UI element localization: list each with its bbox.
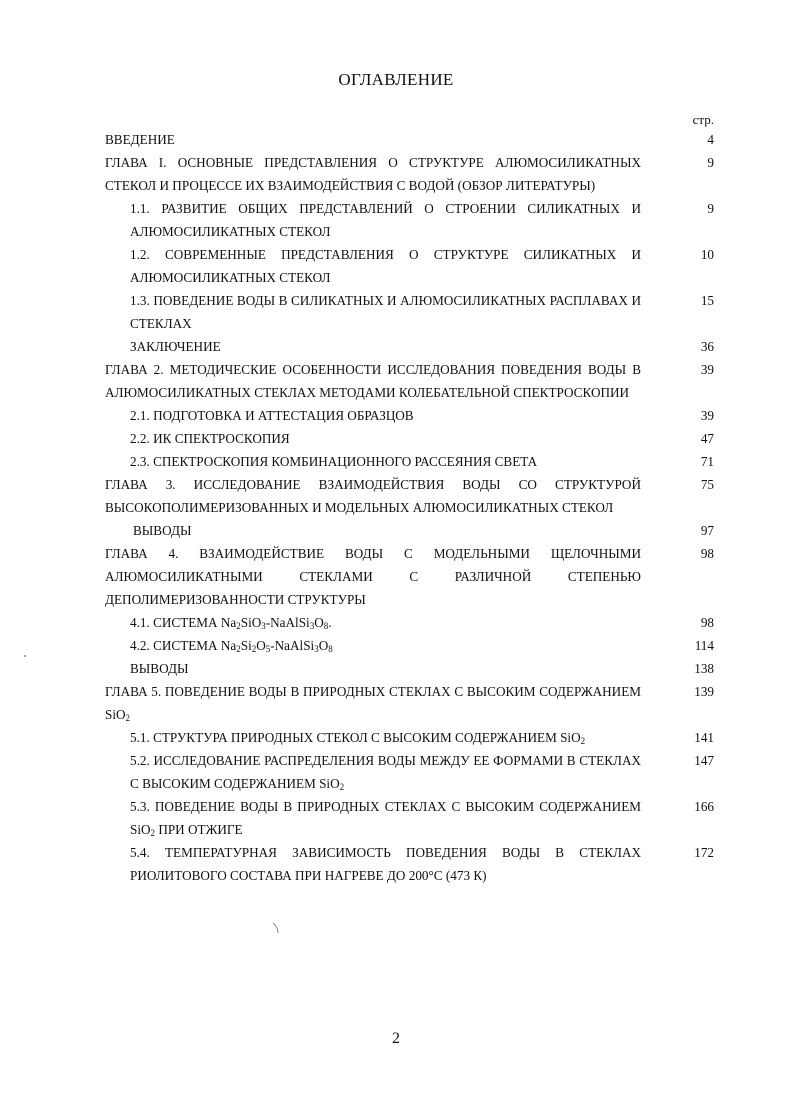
toc-entry-title: 4.2. СИСТЕМА $Na_2Si_2O_5-NaAlSi_3O_8$ [130,638,333,654]
formula-subscript: 2 [236,621,241,631]
toc-entry-page: 9 [707,155,714,170]
toc-entry-title: ГЛАВА 2. МЕТОДИЧЕСКИЕ ОСОБЕННОСТИ ИССЛЕДОВАНИЯ ПОВЕДЕНИЯ ВОДЫ В АЛЮМОСИЛИКАТНЫХ СТЕКЛАХ МЕТОДАМИ КОЛЕБАТЕЛЬНОЙ СПЕКТРОСКОПИИ [105,362,641,400]
page-title: ОГЛАВЛЕНИЕ [338,70,454,89]
toc-entry-page: 141 [694,730,714,745]
toc-entry-section-5-1 [105,726,714,749]
toc-entry-title: ЗАКЛЮЧЕНИЕ [130,339,221,354]
page-number: 2 [392,1030,400,1047]
formula-subscript: 2 [339,782,345,792]
toc-entry-title: 5.1. СТРУКТУРА ПРИРОДНЫХ СТЕКОЛ С ВЫСОКИМ СОДЕРЖАНИЕМ SiO$_2$ [130,730,586,746]
toc-entry-page: 39 [700,408,714,423]
toc-entry-title: 5.3. ПОВЕДЕНИЕ ВОДЫ В ПРИРОДНЫХ СТЕКЛАХ С ВЫСОКИМ СОДЕРЖАНИЕМ SiO$_2$ ПРИ ОТЖИГЕ [130,799,641,838]
toc-entry-title: 2.1. ПОДГОТОВКА И АТТЕСТАЦИЯ ОБРАЗЦОВ [130,408,414,423]
formula-subscript: 2 [580,736,586,746]
toc-entry-title: ВЫВОДЫ [130,661,189,676]
toc-entry-page: 47 [700,431,714,446]
table-of-contents [105,128,714,887]
toc-entry-page: 98 [700,615,714,630]
toc-entry-section-1-2 [105,243,714,289]
toc-entry-title: ГЛАВА 4. ВЗАИМОДЕЙСТВИЕ ВОДЫ С МОДЕЛЬНЫМИ ЩЕЛОЧНЫМИ АЛЮМОСИЛИКАТНЫМИ СТЕКЛАМИ С РАЗЛИЧНОЙ СТЕПЕНЬЮ [105,546,641,584]
formula-subscript: 3 [309,621,315,631]
toc-entry-chapter-1 [105,151,714,197]
formula-subscript: 8 [323,621,329,631]
toc-entry-section-4-2 [105,634,714,657]
toc-entry-section-2-3 [105,450,714,473]
toc-entry-title: 5.4. ТЕМПЕРАТУРНАЯ ЗАВИСИМОСТЬ ПОВЕДЕНИЯ ВОДЫ В СТЕКЛАХ РИОЛИТОВОГО СОСТАВА ПРИ НАГРЕВЕ ДО 200°С (473 К) [130,845,641,883]
toc-entry-page: 172 [694,845,714,860]
toc-entry-title: 5.2. ИССЛЕДОВАНИЕ РАСПРЕДЕЛЕНИЯ ВОДЫ МЕЖДУ ЕЕ ФОРМАМИ В СТЕКЛАХ С ВЫСОКИМ СОДЕРЖАНИЕМ SiO$_2$ [130,753,641,792]
page-column-label: стр. [692,112,714,127]
toc-entry-title: ДЕПОЛИМЕРИЗОВАННОСТИ СТРУКТУРЫ [105,592,366,607]
toc-entry-title: ГЛАВА 5. ПОВЕДЕНИЕ ВОДЫ В ПРИРОДНЫХ СТЕКЛАХ С ВЫСОКИМ СОДЕРЖАНИЕМ SiO$_2$ [105,684,641,723]
toc-entry-title: 1.1. РАЗВИТИЕ ОБЩИХ ПРЕДСТАВЛЕНИЙ О СТРОЕНИИ СИЛИКАТНЫХ И АЛЮМОСИЛИКАТНЫХ СТЕКОЛ [130,201,641,239]
toc-entry-conclusion [105,335,714,358]
toc-entry-conclusions-3 [105,519,714,542]
toc-entry-section-2-1 [105,404,714,427]
toc-entry-page: 4 [707,132,714,147]
toc-entry-title: 1.2. СОВРЕМЕННЫЕ ПРЕДСТАВЛЕНИЯ О СТРУКТУРЕ СИЛИКАТНЫХ И АЛЮМОСИЛИКАТНЫХ СТЕКОЛ [130,247,641,285]
toc-entry-page: 75 [700,477,714,492]
toc-entry-page: 97 [700,523,714,538]
formula-subscript: 3 [314,644,319,654]
toc-entry-chapter-4 [105,542,714,588]
toc-entry-page: 147 [694,753,714,768]
toc-entry-page: 138 [694,661,714,676]
toc-entry-page: 166 [694,799,714,814]
formula-subscript: 2 [251,644,257,654]
toc-entry-conclusions-4 [105,657,714,680]
toc-entry-page: 98 [700,546,714,561]
toc-entry-section-2-2 [105,427,714,450]
toc-entry-title: 4.1. СИСТЕМА $Na_2SiO_3-NaAlSi_3O_8$. [130,615,332,631]
toc-entry-section-5-2 [105,749,714,795]
toc-entry-introduction [105,128,714,151]
toc-entry-title: ГЛАВА 3. ИССЛЕДОВАНИЕ ВЗАИМОДЕЙСТВИЯ ВОДЫ СО СТРУКТУРОЙ ВЫСОКОПОЛИМЕРИЗОВАННЫХ И МОДЕЛЬНЫХ АЛЮМОСИЛИКАТНЫХ СТЕКОЛ [105,477,641,515]
toc-entry-chapter-4-continuation [105,588,714,611]
toc-entry-page: 36 [700,339,714,354]
formula-subscript: 3 [261,621,266,631]
toc-entry-chapter-2 [105,358,714,404]
toc-entry-title: ВВЕДЕНИЕ [105,132,175,147]
toc-entry-chapter-5 [105,680,714,726]
formula-subscript: 2 [125,713,131,723]
toc-entry-section-1-3 [105,289,714,335]
toc-entry-title: ВЫВОДЫ [133,523,192,538]
toc-entry-title: 1.3. ПОВЕДЕНИЕ ВОДЫ В СИЛИКАТНЫХ И АЛЮМОСИЛИКАТНЫХ РАСПЛАВАХ И СТЕКЛАХ [130,293,641,331]
formula-subscript: 2 [236,644,241,654]
formula-subscript: 5 [265,644,271,654]
toc-entry-page: 9 [707,201,714,216]
toc-entry-section-4-1 [105,611,714,634]
toc-entry-section-1-1 [105,197,714,243]
stray-pen-mark [272,922,280,934]
toc-entry-page: 15 [700,293,714,308]
toc-entry-page: 10 [700,247,714,262]
toc-entry-title: ГЛАВА I. ОСНОВНЫЕ ПРЕДСТАВЛЕНИЯ О СТРУКТУРЕ АЛЮМОСИЛИКАТНЫХ СТЕКОЛ И ПРОЦЕССЕ ИХ ВЗАИМОДЕЙСТВИЯ С ВОДОЙ (ОБЗОР ЛИТЕРАТУРЫ) [105,155,641,193]
toc-entry-section-5-3 [105,795,714,841]
toc-entry-page: 114 [694,638,714,653]
toc-entry-section-5-4 [105,841,714,887]
toc-entry-title: 2.2. ИК СПЕКТРОСКОПИЯ [130,431,290,446]
toc-entry-page: 39 [700,362,714,377]
toc-entry-page: 71 [700,454,714,469]
scan-speck [24,655,26,657]
formula-subscript: 2 [150,828,156,838]
toc-entry-title: 2.3. СПЕКТРОСКОПИЯ КОМБИНАЦИОННОГО РАССЕЯНИЯ СВЕТА [130,454,538,469]
formula-subscript: 8 [328,644,333,654]
toc-entry-chapter-3 [105,473,714,519]
toc-entry-page: 139 [694,684,714,699]
